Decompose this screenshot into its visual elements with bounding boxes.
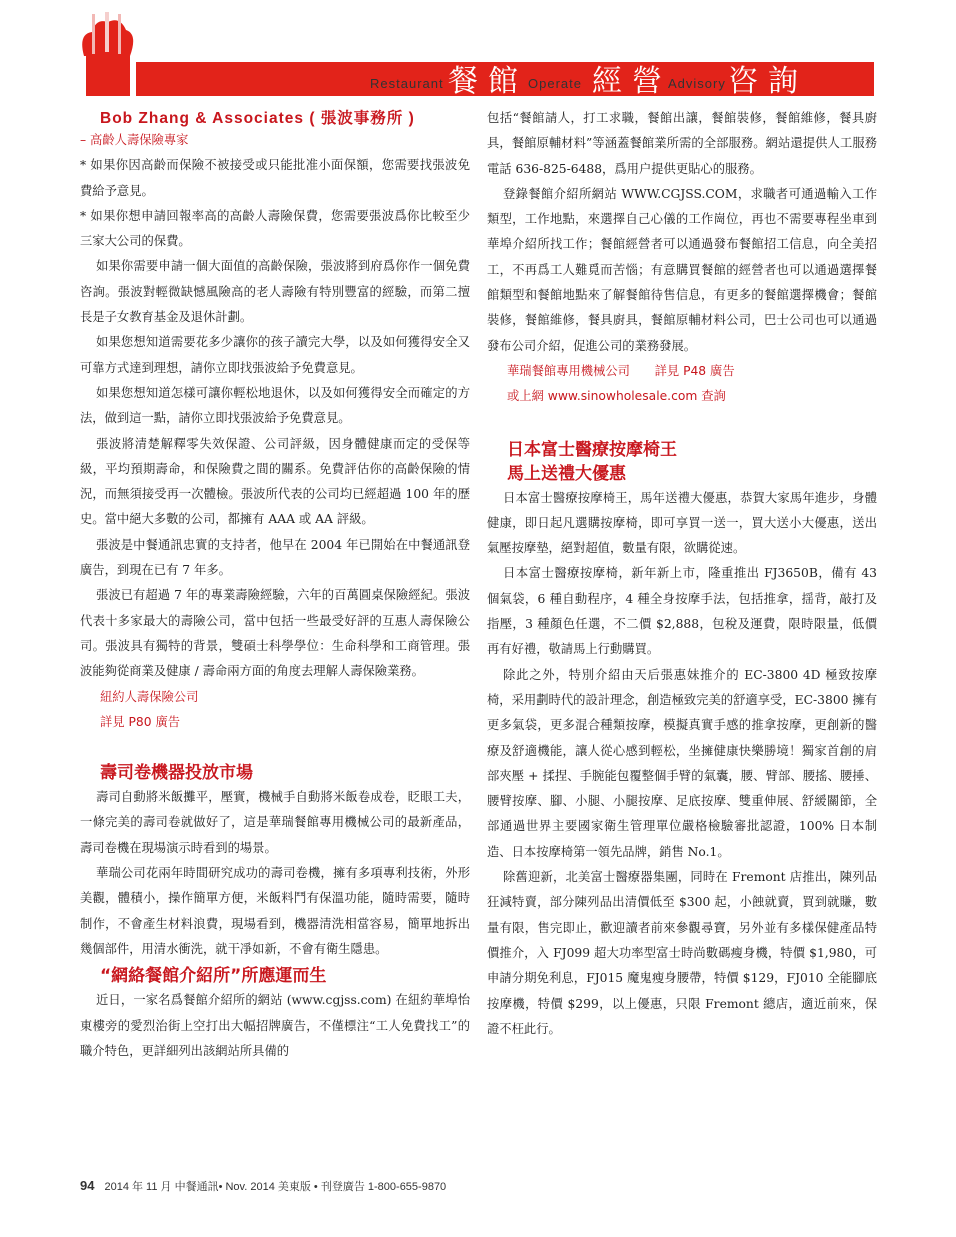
banner-cn-advisory: 咨詢 (728, 64, 808, 99)
body-paragraph: 如果你需要申請一個大面值的高齡保險，張波將到府爲你作一個免費咨詢。張波對輕微缺憾風險高的老人壽險有特別豐富的經驗，而第二擅長是子女教育基金及退休計劃。 (80, 259, 470, 325)
sushi-heading: 壽司卷機器投放市場 (100, 763, 253, 784)
body-paragraph: 張波是中餐通訊忠實的支持者，他早在 2004 年已開始在中餐通訊登廣告，到現在已有 7 年多。 (80, 537, 470, 578)
body-paragraph: 包括“餐館請人，打工求職，餐館出讓，餐館裝修，餐館維修，餐具廚具，餐館原輔材料”等涵蓋餐館業所需的全部服務。網站還提供人工服務電話 636-825-6488，爲用户提供更貼心的服務。 (487, 111, 877, 176)
fuji-heading: 日本富士醫療按摩椅王 (507, 439, 677, 460)
firm-title: Bob Zhang & Associates ( 張波事務所 ) (100, 110, 415, 127)
body-paragraph: 如果您想知道需要花多少讓你的孩子讀完大學，以及如何獲得安全又可靠方式達到理想，請你立即找張波給予免費意見。 (80, 335, 470, 375)
ad-page-ref: 詳見 P80 廣告 (100, 714, 181, 729)
ad-company: 紐約人壽保險公司 (100, 689, 199, 704)
footer-text: 2014 年 11 月 中餐通訊• Nov. 2014 美東版 • 刊登廣告 1-800-655-9870 (104, 1181, 447, 1193)
right-column (487, 106, 877, 1042)
banner-en-advisory: Advisory (668, 76, 726, 91)
chef-hat-logo-icon (78, 12, 136, 100)
header-banner-title (370, 56, 880, 98)
banner-cn-operate: 經營 (592, 64, 672, 99)
body-paragraph: 近日，一家名爲餐館介紹所的網站 (www.cgjss.com) 在紐約華埠怡東樓旁的愛烈治街上空打出大幅招牌廣告，不僅標注“工人免費找工”的職介特色，更詳細列出該網站所具備的 (80, 993, 470, 1058)
firm-subtitle: – 高齡人壽保險專家 (80, 133, 189, 147)
left-column (80, 106, 470, 1064)
fuji-subheading: 馬上送禮大優惠 (507, 463, 626, 484)
banner-en-operate: Operate (528, 76, 582, 91)
body-paragraph: * 如果你因高齡而保險不被接受或只能批准小面保額，您需要找張波免費給予意見。 (80, 158, 470, 198)
ad-company-ref: 華瑞餐館專用機械公司 詳見 P48 廣告 (507, 363, 735, 378)
body-paragraph: 華瑞公司花兩年時間研究成功的壽司卷機，擁有多項專利技術，外形美觀，體積小，操作簡單方便，米飯料鬥有保溫功能，隨時需要，隨時制作，不會產生材料浪費，現場看到，機器清洗相當容易，簡單地拆出幾個部件，用清水衝洗，就干凈如新，不會有衛生隱患。 (80, 866, 470, 956)
body-paragraph: 張波已有超過 7 年的專業壽險經驗，六年的百萬圓桌保險經紀。張波代表十多家最大的壽險公司，當中包括一些最受好評的互惠人壽保險公司。張波具有獨特的背景，雙碩士科學學位：生命科學和工商管理。張波能夠從商業及健康 / 壽命兩方面的角度去理解人壽保險業務。 (80, 588, 470, 679)
body-paragraph: 除舊迎新，北美富士醫療器集團，同時在 Fremont 店推出，陳列品狂減特賣，部分陳列品出清價低至 $300 起，小蝕就賣，買到就賺，數量有限，售完即止，歡迎讀者前來參觀尋寶，另外並有多樣保健產品特價推介，入 FJ099 超大功率型富士時尚數碼瘦身機，特價 $1,980，可申請分期免利息，FJ015 魔鬼瘦身腰帶，特價 $129，FJ010 全能腳底按摩機，特價 $299，以上優惠，只限 Fremont 總店，適近前來，保證不枉此行。 (487, 870, 877, 1036)
page-number: 94 (80, 1178, 95, 1193)
body-paragraph: * 如果你想申請回報率高的高齡人壽險保費，您需要張波爲你比較至少三家大公司的保費。 (80, 208, 470, 249)
body-paragraph: 如果您想知道怎樣可讓你輕松地退休，以及如何獲得安全而確定的方法，做到這一點，請你立即找張波給予免費意見。 (80, 385, 470, 426)
body-paragraph: 張波將清楚解釋零失效保證、公司評級，因身體健康而定的受保等級，平均預期壽命，和保險費之間的關系。免費評估你的高齡保險的情況，而無須接受再一次體檢。張波所代表的公司均已經超過 100 年的歷史。當中絕大多數的公司，都擁有 AAA 或 AA 評級。 (80, 436, 470, 527)
body-paragraph: 壽司自動將米飯攤平，壓實，機械手自動將米飯卷成卷，眨眼工夫，一條完美的壽司卷就做好了，這是華瑞餐館專用機械公司的最新產品，壽司卷機在現場演示時看到的場景。 (80, 790, 470, 855)
body-paragraph: 日本富士醫療按摩椅王，馬年送禮大優惠，恭賀大家馬年進步，身體健康，即日起凡選購按摩椅，即可享買一送一，買大送小大優惠，送出氣壓按摩墊，絕對超值，數量有限，欲購從速。 (487, 490, 877, 556)
body-paragraph: 日本富士醫療按摩椅，新年新上市，隆重推出 FJ3650B，備有 43 個氣袋，6 種自動程序，4 種全身按摩手法，包括推拿，揺背，敲打及指壓，3 種顏色任選，不二價 $2,888，包稅及運費，限時限量，低價再有好禮，敬請馬上行動購買。 (487, 566, 877, 657)
network-heading: “網絡餐館介紹所”所應運而生 (100, 966, 327, 987)
body-paragraph: 除此之外，特別介紹由天后張惠妹推介的 EC-3800 4D 極致按摩椅，采用劃時代的設計理念，創造極致完美的舒適享受，EC-3800 擁有更多氣袋，更多混合種類按摩，模擬真實手感的推拿按摩，更創新的醫療及舒適機能，讓人從心感到輕松，坐擁健康快樂勝境！獨家首創的肩部夾壓 + 揉捏、手腕能包覆整個手臂的氣囊，腰、臂部、腰搖、腰捶、腰臂按摩、腳、小腿、小腿按摩、足底按摩、雙重伸展、舒緩關節，全部通過世界主要國家衛生管理單位嚴格檢驗審批認證，100% 日本制造、日本按摩椅第一領先品牌，銷售 No.1。 (487, 667, 877, 859)
body-paragraph: 登錄餐館介紹所網站 WWW.CGJSS.COM，求職者可通過輸入工作類型，工作地點，來選擇自己心儀的工作崗位，再也不需要專程坐車到華埠介紹所找工作；餐館經營者可以通過發布餐館招工信息，向全美招工，不再爲工人難覓而苦惱；有意購買餐館的經營者也可以通過選擇餐館類型和餐館地點來了解餐館待售信息，有更多的餐館選擇機會；餐館裝修，餐館維修，餐具廚具，餐館原輔材料公司，巴士公司也可以通過發布公司介紹，促進公司的業務發展。 (487, 186, 877, 353)
banner-en-restaurant: Restaurant (370, 76, 444, 91)
page-footer (80, 1178, 446, 1194)
banner-cn-restaurant: 餐館 (448, 64, 528, 99)
ad-website: 或上網 www.sinowholesale.com 查詢 (507, 389, 726, 404)
